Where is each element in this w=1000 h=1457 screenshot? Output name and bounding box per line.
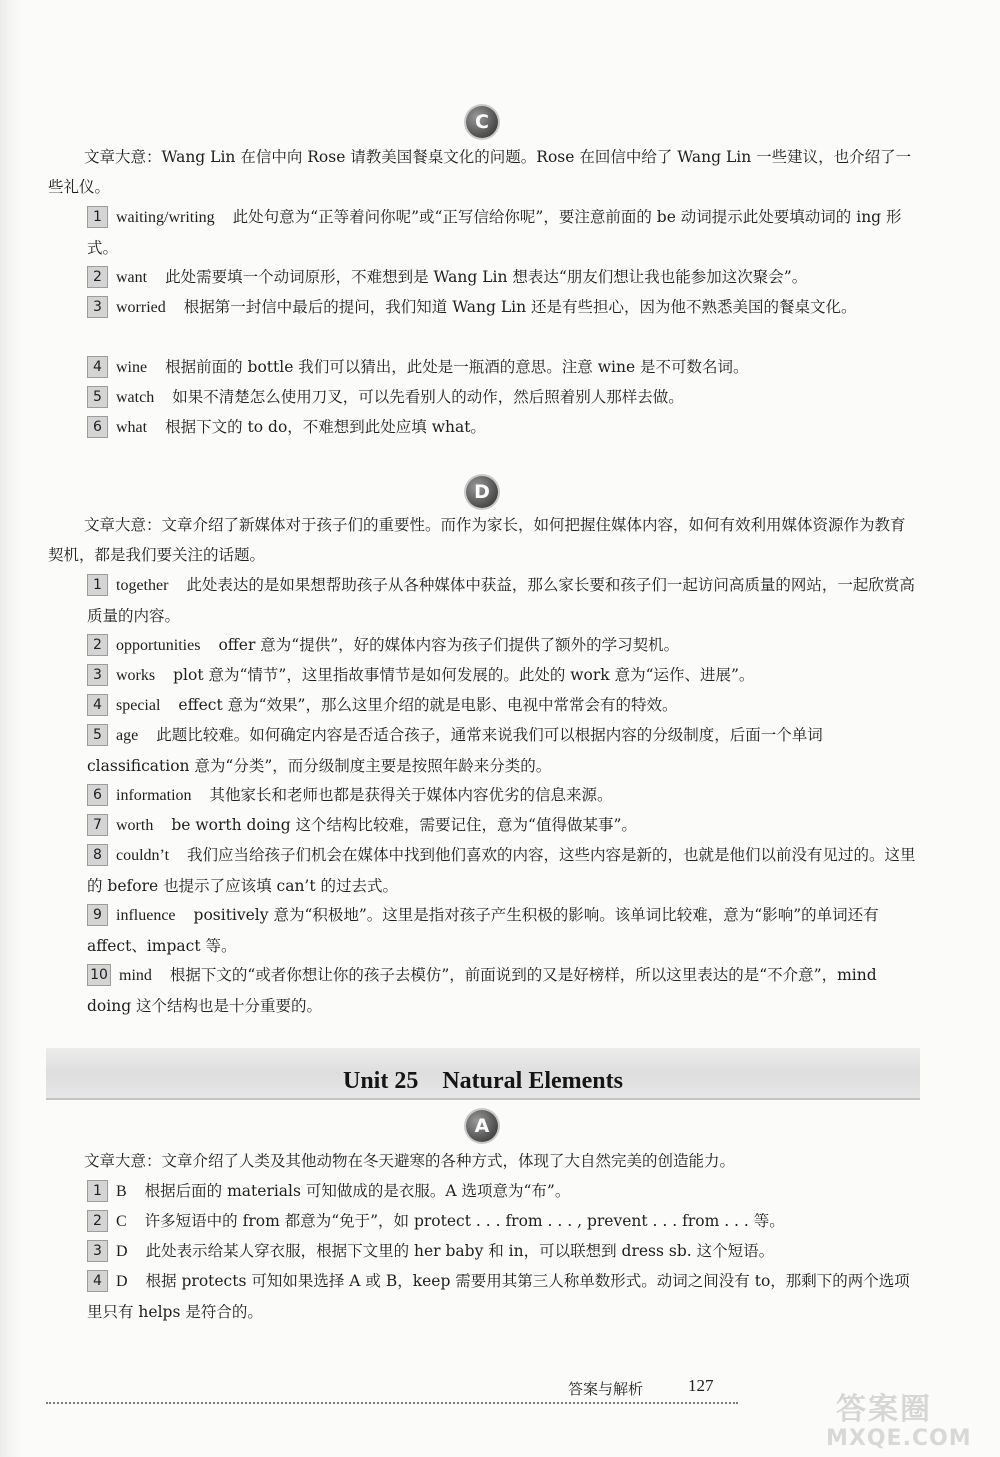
- item-number-badge: 9: [87, 904, 108, 926]
- section-d-badge: D: [466, 476, 498, 508]
- section-c-summary: 文章大意：Wang Lin 在信中向 Rose 请教美国餐桌文化的问题。Rose 在回信中给了 Wang Lin 一些建议，也介绍了一些礼仪。: [48, 148, 912, 196]
- item-explanation: 根据第一封信中最后的提问，我们知道 Wang Lin 还是有些担心，因为他不熟悉美国的餐桌文化。: [183, 298, 857, 316]
- item-explanation: effect 意为“效果”，那么这里介绍的就是电影、电视中常常会有的特效。: [178, 696, 678, 714]
- item-answer: worth: [116, 817, 154, 834]
- section-d-item-3: [87, 660, 920, 691]
- item-explanation: 此处表示给某人穿衣服，根据下文里的 her baby 和 in，可以联想到 dress sb. 这个短语。: [145, 1242, 775, 1260]
- item-number-badge: 6: [87, 784, 108, 806]
- item-explanation: be worth doing 这个结构比较难，需要记住，意为“值得做某事”。: [171, 816, 637, 834]
- item-number-badge: 5: [87, 386, 108, 408]
- section-a-summary: 文章大意：文章介绍了人类及其他动物在冬天避寒的各种方式，体现了大自然完美的创造能力。: [84, 1152, 736, 1170]
- section-c-item-2: [87, 262, 920, 293]
- item-number-badge: 3: [87, 1240, 108, 1262]
- item-answer: opportunities: [116, 637, 201, 654]
- section-d-item-1: [87, 570, 920, 631]
- item-number-badge: 2: [87, 266, 108, 288]
- watermark-logo: [822, 1384, 992, 1454]
- item-number-badge: 2: [87, 1210, 108, 1232]
- section-c-item-1: [87, 202, 920, 263]
- item-number-badge: 2: [87, 634, 108, 656]
- footer-dotted-rule: [46, 1402, 738, 1404]
- page-number: 127: [688, 1376, 714, 1395]
- item-answer: B: [116, 1183, 127, 1200]
- item-number-badge: 6: [87, 416, 108, 438]
- section-a-item-2: [87, 1206, 920, 1237]
- item-number-badge: 7: [87, 814, 108, 836]
- item-answer: information: [116, 787, 192, 804]
- item-explanation: offer 意为“提供”，好的媒体内容为孩子们提供了额外的学习契机。: [218, 636, 680, 654]
- item-explanation: 我们应当给孩子们机会在媒体中找到他们喜欢的内容，这些内容是新的，也就是他们以前没有见过的。这里的 before 也提示了应该填 can’t 的过去式。: [87, 846, 916, 895]
- section-c-item-6: [87, 412, 920, 443]
- item-number-badge: 8: [87, 844, 108, 866]
- item-answer: D: [116, 1273, 128, 1290]
- item-number-badge: 3: [87, 296, 108, 318]
- section-c-item-5: [87, 382, 920, 413]
- item-answer: together: [116, 577, 169, 594]
- section-d-item-5: [87, 720, 920, 781]
- item-answer: what: [116, 419, 148, 436]
- section-a-item-3: [87, 1236, 920, 1267]
- footer-label: 答案与解析: [568, 1380, 644, 1398]
- section-d-item-9: [87, 900, 920, 961]
- item-answer: special: [116, 697, 161, 714]
- item-explanation: 此题比较难。如何确定内容是否适合孩子，通常来说我们可以根据内容的分级制度，后面一个单词 classification 意为“分类”，而分级制度主要是按照年龄来分类的。: [87, 726, 823, 775]
- item-answer: influence: [116, 907, 176, 924]
- item-explanation: 根据后面的 materials 可知做成的是衣服。A 选项意为“布”。: [144, 1182, 571, 1200]
- item-explanation: 根据前面的 bottle 我们可以猜出，此处是一瓶酒的意思。注意 wine 是不可数名词。: [165, 358, 749, 376]
- item-explanation: 如果不清楚怎么使用刀叉，可以先看别人的动作，然后照着别人那样去做。: [172, 388, 684, 406]
- unit-heading-band: [46, 1048, 920, 1100]
- item-explanation: 此处表达的是如果想帮助孩子从各种媒体中获益，那么家长要和孩子们一起访问高质量的网站，一起欣赏高质量的内容。: [87, 576, 915, 625]
- unit-title: Unit 25 Natural Elements: [343, 1068, 623, 1094]
- item-answer: worried: [116, 299, 166, 316]
- item-number-badge: 1: [87, 574, 108, 596]
- section-c-item-4: [87, 352, 920, 383]
- section-c-badge: C: [466, 106, 498, 138]
- section-d-item-6: [87, 780, 920, 811]
- item-number-badge: 4: [87, 356, 108, 378]
- item-answer: C: [116, 1213, 127, 1230]
- item-explanation: positively 意为“积极地”。这里是指对孩子产生积极的影响。该单词比较难，意为“影响”的单词还有 affect、impact 等。: [87, 906, 879, 955]
- section-a-item-4: [87, 1266, 920, 1327]
- page-binding-edge: [0, 0, 22, 1457]
- item-answer: age: [116, 727, 139, 744]
- item-number-badge: 1: [87, 1180, 108, 1202]
- item-explanation: 根据 protects 可知如果选择 A 或 B，keep 需要用其第三人称单数形式。动词之间没有 to，那剩下的两个选项里只有 helps 是符合的。: [87, 1272, 910, 1321]
- item-answer: D: [116, 1243, 128, 1260]
- item-explanation: 根据下文的 to do，不难想到此处应填 what。: [165, 418, 486, 436]
- item-number-badge: 1: [87, 206, 108, 228]
- section-d-item-4: [87, 690, 920, 721]
- section-d-item-2: [87, 630, 920, 661]
- item-number-badge: 3: [87, 664, 108, 686]
- item-number-badge: 4: [87, 694, 108, 716]
- item-explanation: 根据下文的“或者你想让你的孩子去模仿”，前面说到的又是好榜样，所以这里表达的是“不介意”，mind doing 这个结构也是十分重要的。: [87, 966, 877, 1015]
- item-answer: waiting/writing: [116, 209, 215, 226]
- watermark-top-text: 答案圈: [836, 1392, 932, 1427]
- item-explanation: 许多短语中的 from 都意为“免于”，如 protect . . . from . . . , prevent . . . from . . . 等。: [144, 1212, 785, 1230]
- section-d-item-8: [87, 840, 920, 901]
- item-answer: watch: [116, 389, 155, 406]
- item-number-badge: 10: [87, 964, 111, 986]
- section-a-item-1: [87, 1176, 920, 1207]
- section-a-badge: A: [466, 1110, 498, 1142]
- section-d-summary: 文章大意：文章介绍了新媒体对于孩子们的重要性。而作为家长，如何把握住媒体内容，如何有效利用媒体资源作为教育契机，都是我们要关注的话题。: [48, 516, 906, 564]
- item-number-badge: 4: [87, 1270, 108, 1292]
- section-d-item-7: [87, 810, 920, 841]
- item-answer: wine: [116, 359, 148, 376]
- item-answer: works: [116, 667, 156, 684]
- watermark-bottom-text: MXQE.COM: [826, 1426, 972, 1451]
- item-explanation: 此处需要填一个动词原形，不难想到是 Wang Lin 想表达“朋友们想让我也能参加这次聚会”。: [165, 268, 808, 286]
- item-answer: couldn’t: [116, 847, 170, 864]
- section-c-item-3: [87, 292, 920, 323]
- section-d-item-10: [87, 960, 920, 1021]
- item-answer: want: [116, 269, 148, 286]
- item-number-badge: 5: [87, 724, 108, 746]
- item-explanation: plot 意为“情节”，这里指故事情节是如何发展的。此处的 work 意为“运作、进展”。: [173, 666, 755, 684]
- item-explanation: 其他家长和老师也都是获得关于媒体内容优劣的信息来源。: [209, 786, 613, 804]
- item-answer: mind: [119, 967, 152, 984]
- item-explanation: 此处句意为“正等着问你呢”或“正写信给你呢”，要注意前面的 be 动词提示此处要填动词的 ing 形式。: [87, 208, 902, 257]
